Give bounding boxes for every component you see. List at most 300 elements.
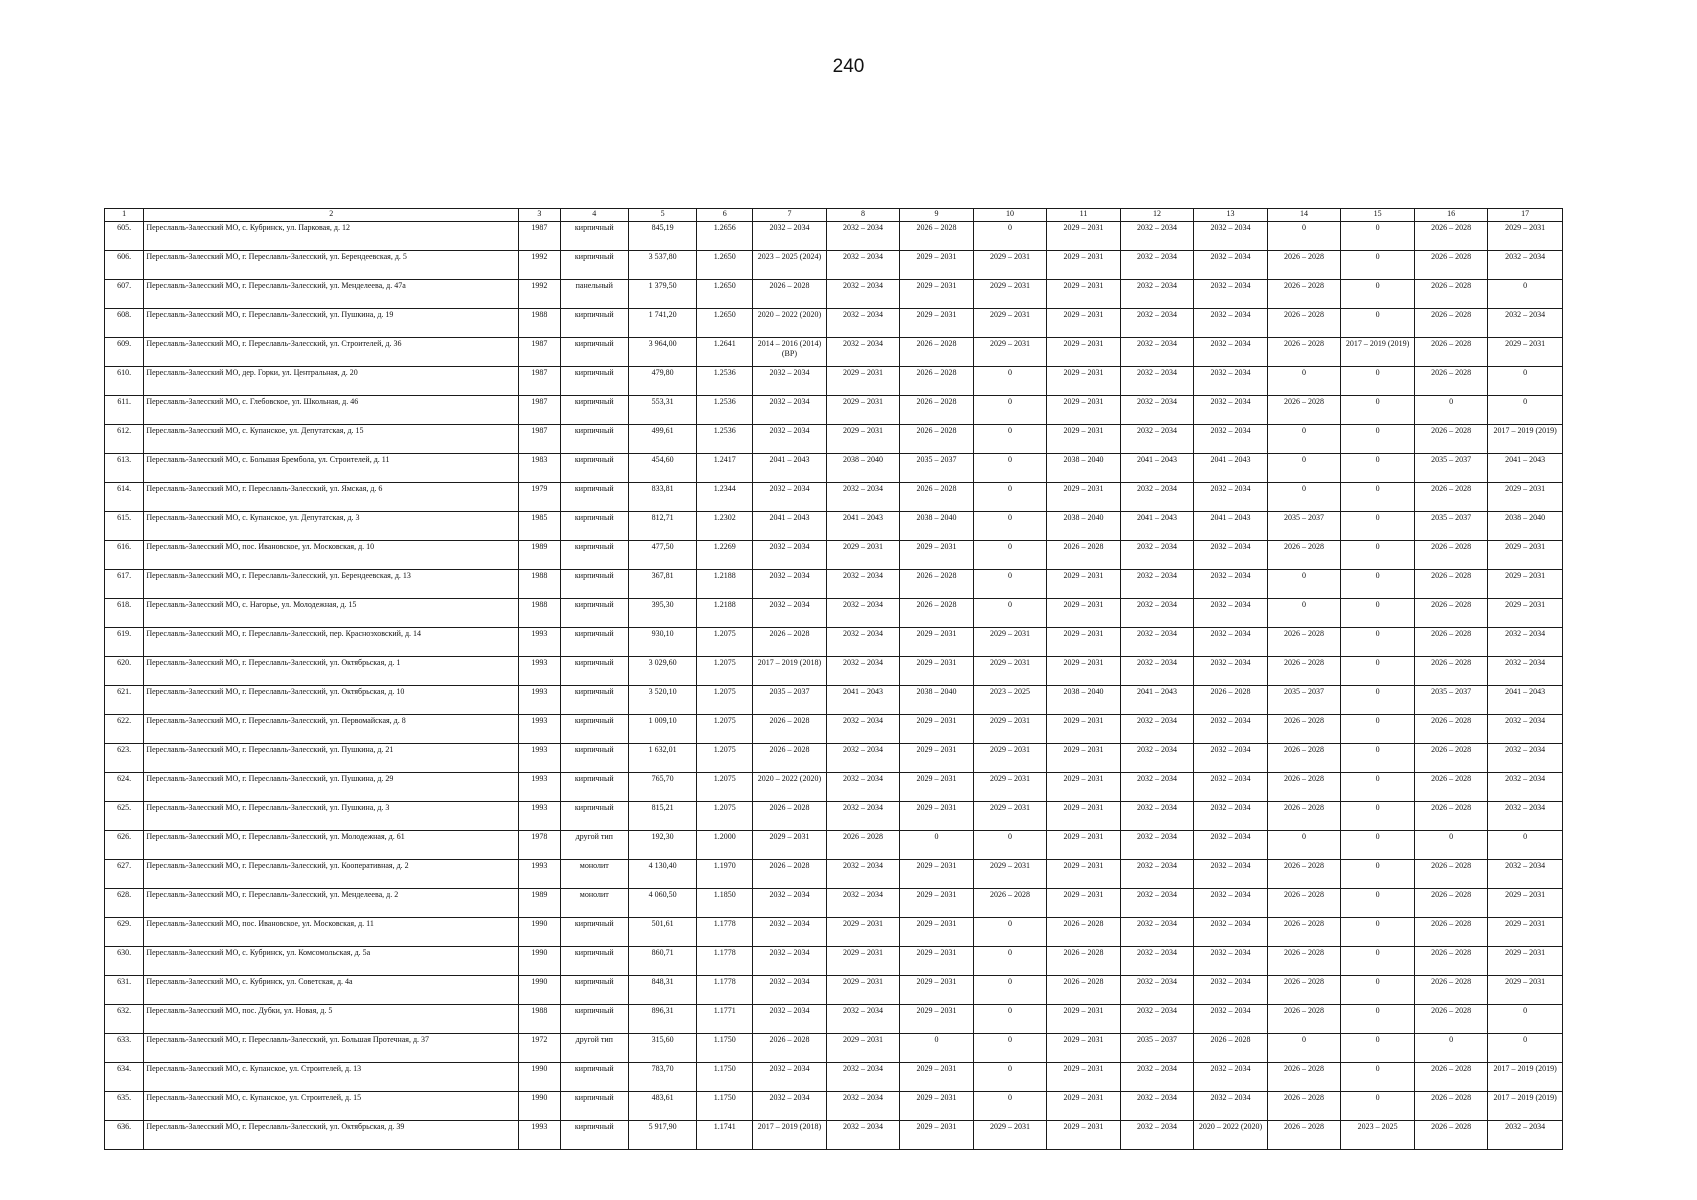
area-cell: 454,60 (628, 454, 696, 483)
row-number-cell: 609. (105, 338, 144, 367)
period-16-cell: 2026 – 2028 (1414, 251, 1488, 280)
period-13-cell: 2032 – 2034 (1194, 657, 1268, 686)
period-12-cell: 2041 – 2043 (1120, 686, 1194, 715)
period-8-cell: 2032 – 2034 (826, 802, 900, 831)
period-15-cell: 2017 – 2019 (2019) (1341, 338, 1415, 367)
period-8-cell: 2029 – 2031 (826, 396, 900, 425)
period-10-cell: 0 (973, 599, 1047, 628)
period-13-cell: 2032 – 2034 (1194, 599, 1268, 628)
area-cell: 783,70 (628, 1063, 696, 1092)
year-built-cell: 1993 (519, 1121, 560, 1150)
table-row (105, 251, 1563, 280)
period-8-cell: 2032 – 2034 (826, 860, 900, 889)
address-cell: Переславль-Залесский МО, пос. Ивановское, ул. Московская, д. 11 (144, 918, 519, 947)
period-12-cell: 2032 – 2034 (1120, 1121, 1194, 1150)
period-10-cell: 2023 – 2025 (973, 686, 1047, 715)
area-cell: 833,81 (628, 483, 696, 512)
coefficient-cell: 1.2344 (697, 483, 753, 512)
period-8-cell: 2032 – 2034 (826, 715, 900, 744)
address-cell: Переславль-Залесский МО, пос. Ивановское, ул. Московская, д. 10 (144, 541, 519, 570)
period-9-cell: 2026 – 2028 (900, 222, 974, 251)
period-13-cell: 2032 – 2034 (1194, 860, 1268, 889)
row-number-cell: 614. (105, 483, 144, 512)
wall-material-cell: кирпичный (560, 744, 628, 773)
period-17-cell: 2032 – 2034 (1488, 1121, 1563, 1150)
period-14-cell: 2026 – 2028 (1267, 309, 1341, 338)
year-built-cell: 1988 (519, 599, 560, 628)
period-10-cell: 2026 – 2028 (973, 889, 1047, 918)
year-built-cell: 1985 (519, 512, 560, 541)
table-row (105, 860, 1563, 889)
area-cell: 765,70 (628, 773, 696, 802)
wall-material-cell: кирпичный (560, 686, 628, 715)
wall-material-cell: кирпичный (560, 396, 628, 425)
period-15-cell: 0 (1341, 657, 1415, 686)
period-7-cell: 2023 – 2025 (2024) (753, 251, 827, 280)
period-7-cell: 2017 – 2019 (2018) (753, 1121, 827, 1150)
column-number-period-15: 15 (1341, 209, 1415, 222)
period-15-cell: 0 (1341, 425, 1415, 454)
period-17-cell: 2032 – 2034 (1488, 657, 1563, 686)
coefficient-cell: 1.2075 (697, 744, 753, 773)
wall-material-cell: кирпичный (560, 1092, 628, 1121)
period-15-cell: 0 (1341, 222, 1415, 251)
address-cell: Переславль-Залесский МО, г. Переславль-Залесский, ул. Берендеевская, д. 5 (144, 251, 519, 280)
period-14-cell: 2026 – 2028 (1267, 744, 1341, 773)
wall-material-cell: другой тип (560, 1034, 628, 1063)
row-number-cell: 631. (105, 976, 144, 1005)
period-15-cell: 0 (1341, 396, 1415, 425)
period-17-cell: 2038 – 2040 (1488, 512, 1563, 541)
period-9-cell: 2029 – 2031 (900, 309, 974, 338)
row-number-cell: 608. (105, 309, 144, 338)
year-built-cell: 1988 (519, 570, 560, 599)
period-14-cell: 0 (1267, 599, 1341, 628)
period-11-cell: 2029 – 2031 (1047, 802, 1121, 831)
period-14-cell: 2026 – 2028 (1267, 860, 1341, 889)
period-16-cell: 2026 – 2028 (1414, 570, 1488, 599)
period-11-cell: 2029 – 2031 (1047, 396, 1121, 425)
year-built-cell: 1988 (519, 1005, 560, 1034)
period-11-cell: 2029 – 2031 (1047, 280, 1121, 309)
period-17-cell: 2041 – 2043 (1488, 686, 1563, 715)
period-9-cell: 2029 – 2031 (900, 947, 974, 976)
period-12-cell: 2041 – 2043 (1120, 512, 1194, 541)
address-cell: Переславль-Залесский МО, с. Купанское, ул. Депутатская, д. 3 (144, 512, 519, 541)
period-8-cell: 2032 – 2034 (826, 1063, 900, 1092)
period-8-cell: 2032 – 2034 (826, 338, 900, 367)
period-7-cell: 2032 – 2034 (753, 222, 827, 251)
coefficient-cell: 1.2650 (697, 309, 753, 338)
period-15-cell: 0 (1341, 744, 1415, 773)
column-number-period-7: 7 (753, 209, 827, 222)
period-8-cell: 2029 – 2031 (826, 976, 900, 1005)
year-built-cell: 1987 (519, 425, 560, 454)
period-7-cell: 2032 – 2034 (753, 1005, 827, 1034)
wall-material-cell: кирпичный (560, 570, 628, 599)
period-17-cell: 2029 – 2031 (1488, 338, 1563, 367)
period-12-cell: 2032 – 2034 (1120, 251, 1194, 280)
year-built-cell: 1993 (519, 744, 560, 773)
period-9-cell: 2026 – 2028 (900, 367, 974, 396)
period-17-cell: 0 (1488, 1034, 1563, 1063)
year-built-cell: 1987 (519, 367, 560, 396)
period-10-cell: 0 (973, 396, 1047, 425)
year-built-cell: 1983 (519, 454, 560, 483)
year-built-cell: 1993 (519, 686, 560, 715)
period-8-cell: 2029 – 2031 (826, 425, 900, 454)
period-9-cell: 2029 – 2031 (900, 1063, 974, 1092)
period-13-cell: 2026 – 2028 (1194, 686, 1268, 715)
period-17-cell: 2032 – 2034 (1488, 744, 1563, 773)
period-13-cell: 2032 – 2034 (1194, 483, 1268, 512)
row-number-cell: 632. (105, 1005, 144, 1034)
period-15-cell: 2023 – 2025 (1341, 1121, 1415, 1150)
period-9-cell: 2026 – 2028 (900, 425, 974, 454)
wall-material-cell: другой тип (560, 831, 628, 860)
period-10-cell: 0 (973, 570, 1047, 599)
year-built-cell: 1990 (519, 1092, 560, 1121)
period-11-cell: 2029 – 2031 (1047, 628, 1121, 657)
period-14-cell: 2026 – 2028 (1267, 280, 1341, 309)
period-15-cell: 0 (1341, 541, 1415, 570)
period-7-cell: 2026 – 2028 (753, 628, 827, 657)
period-16-cell: 2026 – 2028 (1414, 1005, 1488, 1034)
period-11-cell: 2029 – 2031 (1047, 860, 1121, 889)
period-9-cell: 2029 – 2031 (900, 1005, 974, 1034)
area-cell: 1 379,50 (628, 280, 696, 309)
period-13-cell: 2032 – 2034 (1194, 425, 1268, 454)
period-8-cell: 2038 – 2040 (826, 454, 900, 483)
wall-material-cell: кирпичный (560, 222, 628, 251)
period-15-cell: 0 (1341, 280, 1415, 309)
period-15-cell: 0 (1341, 367, 1415, 396)
area-cell: 192,30 (628, 831, 696, 860)
period-14-cell: 0 (1267, 483, 1341, 512)
period-7-cell: 2014 – 2016 (2014) (ВР) (753, 338, 827, 367)
period-16-cell: 2035 – 2037 (1414, 686, 1488, 715)
period-8-cell: 2029 – 2031 (826, 541, 900, 570)
wall-material-cell: кирпичный (560, 773, 628, 802)
period-11-cell: 2029 – 2031 (1047, 1121, 1121, 1150)
area-cell: 5 917,90 (628, 1121, 696, 1150)
period-16-cell: 2026 – 2028 (1414, 860, 1488, 889)
period-14-cell: 2026 – 2028 (1267, 657, 1341, 686)
period-9-cell: 2029 – 2031 (900, 628, 974, 657)
area-cell: 479,80 (628, 367, 696, 396)
period-10-cell: 0 (973, 483, 1047, 512)
coefficient-cell: 1.2536 (697, 396, 753, 425)
period-13-cell: 2032 – 2034 (1194, 947, 1268, 976)
period-7-cell: 2032 – 2034 (753, 396, 827, 425)
period-16-cell: 2026 – 2028 (1414, 425, 1488, 454)
period-13-cell: 2032 – 2034 (1194, 222, 1268, 251)
period-13-cell: 2032 – 2034 (1194, 280, 1268, 309)
period-10-cell: 0 (973, 976, 1047, 1005)
period-12-cell: 2032 – 2034 (1120, 1005, 1194, 1034)
period-7-cell: 2032 – 2034 (753, 483, 827, 512)
address-cell: Переславль-Залесский МО, с. Кубринск, ул. Комсомольская, д. 5а (144, 947, 519, 976)
period-11-cell: 2029 – 2031 (1047, 483, 1121, 512)
period-11-cell: 2026 – 2028 (1047, 541, 1121, 570)
coefficient-cell: 1.1741 (697, 1121, 753, 1150)
period-7-cell: 2032 – 2034 (753, 976, 827, 1005)
period-10-cell: 0 (973, 367, 1047, 396)
period-17-cell: 2017 – 2019 (2019) (1488, 1092, 1563, 1121)
period-8-cell: 2026 – 2028 (826, 831, 900, 860)
period-16-cell: 2026 – 2028 (1414, 802, 1488, 831)
period-15-cell: 0 (1341, 1005, 1415, 1034)
period-12-cell: 2032 – 2034 (1120, 947, 1194, 976)
period-7-cell: 2026 – 2028 (753, 715, 827, 744)
area-cell: 3 964,00 (628, 338, 696, 367)
period-10-cell: 2029 – 2031 (973, 657, 1047, 686)
period-16-cell: 2026 – 2028 (1414, 1063, 1488, 1092)
table-row (105, 1063, 1563, 1092)
period-16-cell: 0 (1414, 831, 1488, 860)
period-16-cell: 2026 – 2028 (1414, 280, 1488, 309)
period-17-cell: 2032 – 2034 (1488, 309, 1563, 338)
period-8-cell: 2041 – 2043 (826, 512, 900, 541)
year-built-cell: 1993 (519, 657, 560, 686)
address-cell: Переславль-Залесский МО, с. Кубринск, ул. Парковая, д. 12 (144, 222, 519, 251)
period-16-cell: 2026 – 2028 (1414, 541, 1488, 570)
period-16-cell: 2026 – 2028 (1414, 628, 1488, 657)
row-number-cell: 620. (105, 657, 144, 686)
period-10-cell: 2029 – 2031 (973, 773, 1047, 802)
coefficient-cell: 1.1750 (697, 1063, 753, 1092)
period-15-cell: 0 (1341, 918, 1415, 947)
table-row (105, 715, 1563, 744)
period-13-cell: 2032 – 2034 (1194, 309, 1268, 338)
row-number-cell: 616. (105, 541, 144, 570)
period-9-cell: 2029 – 2031 (900, 1092, 974, 1121)
period-7-cell: 2032 – 2034 (753, 1092, 827, 1121)
period-12-cell: 2032 – 2034 (1120, 222, 1194, 251)
period-16-cell: 2026 – 2028 (1414, 1121, 1488, 1150)
period-14-cell: 2026 – 2028 (1267, 715, 1341, 744)
wall-material-cell: кирпичный (560, 1063, 628, 1092)
period-8-cell: 2029 – 2031 (826, 918, 900, 947)
column-number-area: 5 (628, 209, 696, 222)
period-8-cell: 2032 – 2034 (826, 889, 900, 918)
period-10-cell: 0 (973, 454, 1047, 483)
period-12-cell: 2032 – 2034 (1120, 715, 1194, 744)
address-cell: Переславль-Залесский МО, г. Переславль-Залесский, ул. Пушкина, д. 29 (144, 773, 519, 802)
coefficient-cell: 1.2417 (697, 454, 753, 483)
row-number-cell: 625. (105, 802, 144, 831)
row-number-cell: 623. (105, 744, 144, 773)
wall-material-cell: кирпичный (560, 1121, 628, 1150)
period-11-cell: 2029 – 2031 (1047, 744, 1121, 773)
table-row (105, 744, 1563, 773)
column-number-period-10: 10 (973, 209, 1047, 222)
period-7-cell: 2020 – 2022 (2020) (753, 773, 827, 802)
coefficient-cell: 1.1778 (697, 947, 753, 976)
period-10-cell: 0 (973, 1005, 1047, 1034)
period-7-cell: 2026 – 2028 (753, 744, 827, 773)
period-15-cell: 0 (1341, 773, 1415, 802)
table-row (105, 686, 1563, 715)
period-14-cell: 2026 – 2028 (1267, 628, 1341, 657)
period-16-cell: 2026 – 2028 (1414, 309, 1488, 338)
row-number-cell: 617. (105, 570, 144, 599)
year-built-cell: 1992 (519, 280, 560, 309)
period-14-cell: 2026 – 2028 (1267, 251, 1341, 280)
area-cell: 815,21 (628, 802, 696, 831)
year-built-cell: 1990 (519, 976, 560, 1005)
area-cell: 1 009,10 (628, 715, 696, 744)
period-13-cell: 2032 – 2034 (1194, 367, 1268, 396)
period-17-cell: 2041 – 2043 (1488, 454, 1563, 483)
row-number-cell: 618. (105, 599, 144, 628)
row-number-cell: 628. (105, 889, 144, 918)
period-7-cell: 2032 – 2034 (753, 889, 827, 918)
period-7-cell: 2041 – 2043 (753, 454, 827, 483)
period-8-cell: 2032 – 2034 (826, 280, 900, 309)
period-15-cell: 0 (1341, 1092, 1415, 1121)
period-9-cell: 2029 – 2031 (900, 715, 974, 744)
coefficient-cell: 1.2075 (697, 802, 753, 831)
period-13-cell: 2041 – 2043 (1194, 454, 1268, 483)
wall-material-cell: кирпичный (560, 715, 628, 744)
period-9-cell: 2029 – 2031 (900, 802, 974, 831)
address-cell: Переславль-Залесский МО, г. Переславль-Залесский, ул. Молодежная, д. 61 (144, 831, 519, 860)
wall-material-cell: кирпичный (560, 918, 628, 947)
period-7-cell: 2032 – 2034 (753, 570, 827, 599)
period-16-cell: 2026 – 2028 (1414, 889, 1488, 918)
period-7-cell: 2029 – 2031 (753, 831, 827, 860)
period-15-cell: 0 (1341, 831, 1415, 860)
period-8-cell: 2032 – 2034 (826, 309, 900, 338)
coefficient-cell: 1.1970 (697, 860, 753, 889)
coefficient-cell: 1.1850 (697, 889, 753, 918)
period-13-cell: 2032 – 2034 (1194, 396, 1268, 425)
column-number-period-8: 8 (826, 209, 900, 222)
period-9-cell: 0 (900, 831, 974, 860)
table-row (105, 773, 1563, 802)
period-17-cell: 2029 – 2031 (1488, 222, 1563, 251)
period-14-cell: 0 (1267, 454, 1341, 483)
address-cell: Переславль-Залесский МО, г. Переславль-Залесский, ул. Менделеева, д. 2 (144, 889, 519, 918)
year-built-cell: 1972 (519, 1034, 560, 1063)
period-10-cell: 0 (973, 222, 1047, 251)
address-cell: Переславль-Залесский МО, с. Купанское, ул. Строителей, д. 13 (144, 1063, 519, 1092)
period-8-cell: 2029 – 2031 (826, 367, 900, 396)
period-10-cell: 2029 – 2031 (973, 251, 1047, 280)
period-11-cell: 2029 – 2031 (1047, 1005, 1121, 1034)
coefficient-cell: 1.2075 (697, 628, 753, 657)
period-17-cell: 2029 – 2031 (1488, 918, 1563, 947)
period-7-cell: 2017 – 2019 (2018) (753, 657, 827, 686)
period-16-cell: 2026 – 2028 (1414, 715, 1488, 744)
period-11-cell: 2029 – 2031 (1047, 1034, 1121, 1063)
period-12-cell: 2032 – 2034 (1120, 802, 1194, 831)
period-15-cell: 0 (1341, 1063, 1415, 1092)
row-number-cell: 606. (105, 251, 144, 280)
row-number-cell: 621. (105, 686, 144, 715)
period-13-cell: 2032 – 2034 (1194, 976, 1268, 1005)
period-15-cell: 0 (1341, 512, 1415, 541)
period-9-cell: 2038 – 2040 (900, 512, 974, 541)
address-cell: Переславль-Залесский МО, г. Переславль-Залесский, ул. Октябрьская, д. 1 (144, 657, 519, 686)
period-7-cell: 2032 – 2034 (753, 367, 827, 396)
address-cell: Переславль-Залесский МО, г. Переславль-Залесский, ул. Ямская, д. 6 (144, 483, 519, 512)
period-13-cell: 2020 – 2022 (2020) (1194, 1121, 1268, 1150)
row-number-cell: 619. (105, 628, 144, 657)
period-13-cell: 2032 – 2034 (1194, 628, 1268, 657)
period-15-cell: 0 (1341, 715, 1415, 744)
period-17-cell: 0 (1488, 396, 1563, 425)
area-cell: 3 520,10 (628, 686, 696, 715)
period-10-cell: 0 (973, 1092, 1047, 1121)
period-15-cell: 0 (1341, 686, 1415, 715)
table-row (105, 599, 1563, 628)
row-number-cell: 611. (105, 396, 144, 425)
year-built-cell: 1988 (519, 309, 560, 338)
area-cell: 477,50 (628, 541, 696, 570)
table-row (105, 541, 1563, 570)
period-9-cell: 2029 – 2031 (900, 860, 974, 889)
period-12-cell: 2032 – 2034 (1120, 918, 1194, 947)
period-11-cell: 2029 – 2031 (1047, 222, 1121, 251)
wall-material-cell: кирпичный (560, 976, 628, 1005)
wall-material-cell: кирпичный (560, 628, 628, 657)
table-row (105, 338, 1563, 367)
period-7-cell: 2032 – 2034 (753, 947, 827, 976)
period-11-cell: 2026 – 2028 (1047, 918, 1121, 947)
area-cell: 1 741,20 (628, 309, 696, 338)
period-12-cell: 2032 – 2034 (1120, 744, 1194, 773)
period-17-cell: 0 (1488, 280, 1563, 309)
coefficient-cell: 1.2641 (697, 338, 753, 367)
period-9-cell: 2029 – 2031 (900, 976, 974, 1005)
coefficient-cell: 1.1771 (697, 1005, 753, 1034)
year-built-cell: 1993 (519, 628, 560, 657)
period-14-cell: 0 (1267, 367, 1341, 396)
period-10-cell: 0 (973, 1034, 1047, 1063)
coefficient-cell: 1.2075 (697, 686, 753, 715)
table-row (105, 222, 1563, 251)
period-12-cell: 2032 – 2034 (1120, 309, 1194, 338)
period-12-cell: 2032 – 2034 (1120, 338, 1194, 367)
period-14-cell: 2026 – 2028 (1267, 976, 1341, 1005)
address-cell: Переславль-Залесский МО, с. Нагорье, ул. Молодежная, д. 15 (144, 599, 519, 628)
period-17-cell: 2029 – 2031 (1488, 947, 1563, 976)
table-row (105, 831, 1563, 860)
period-12-cell: 2032 – 2034 (1120, 889, 1194, 918)
table-row (105, 1034, 1563, 1063)
period-17-cell: 2029 – 2031 (1488, 976, 1563, 1005)
period-10-cell: 2029 – 2031 (973, 338, 1047, 367)
area-cell: 1 632,01 (628, 744, 696, 773)
period-7-cell: 2026 – 2028 (753, 860, 827, 889)
coefficient-cell: 1.1778 (697, 976, 753, 1005)
period-8-cell: 2032 – 2034 (826, 657, 900, 686)
coefficient-cell: 1.2075 (697, 715, 753, 744)
period-9-cell: 2029 – 2031 (900, 541, 974, 570)
period-12-cell: 2032 – 2034 (1120, 628, 1194, 657)
area-cell: 812,71 (628, 512, 696, 541)
year-built-cell: 1993 (519, 773, 560, 802)
row-number-cell: 615. (105, 512, 144, 541)
period-9-cell: 2029 – 2031 (900, 918, 974, 947)
period-14-cell: 2026 – 2028 (1267, 773, 1341, 802)
period-13-cell: 2032 – 2034 (1194, 889, 1268, 918)
period-12-cell: 2032 – 2034 (1120, 570, 1194, 599)
year-built-cell: 1979 (519, 483, 560, 512)
period-15-cell: 0 (1341, 860, 1415, 889)
